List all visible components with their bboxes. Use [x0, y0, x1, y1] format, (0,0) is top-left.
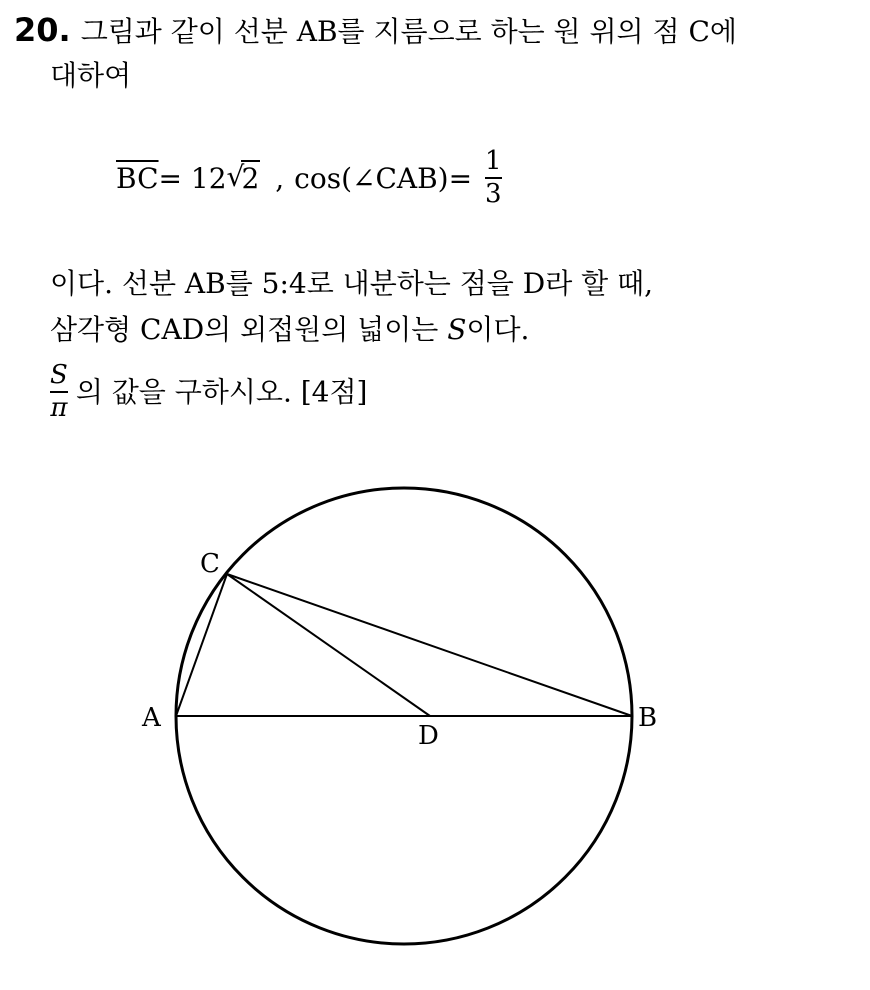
- problem-line-2-text: 대하여: [50, 59, 132, 92]
- sqrt-expression: √ 2: [226, 159, 260, 195]
- segment-bc: $\overline{BC}$: [116, 161, 159, 195]
- cos-expression: cos(∠CAB)=: [294, 161, 473, 195]
- fraction-numerator: 1: [484, 146, 502, 176]
- problem-line-3-text: 이다. 선분 AB를 5:4로 내분하는 점을 D라 할 때,: [50, 267, 654, 300]
- label-c: C: [200, 549, 220, 579]
- eq-bc-value: = 12: [158, 161, 227, 195]
- segment-cb: [227, 574, 632, 716]
- variable-s: S: [447, 313, 467, 346]
- problem-number: 20.: [14, 11, 71, 49]
- sqrt-argument: 2: [241, 161, 260, 195]
- segment-ca: [176, 574, 227, 716]
- fraction-denominator: 3: [484, 179, 502, 210]
- label-a: A: [142, 703, 161, 733]
- problem-line-1: 그림과 같이 선분 AB를 지름으로 하는 원 위의 점 C에: [80, 15, 737, 48]
- label-d: D: [418, 721, 439, 751]
- label-b: B: [638, 703, 658, 733]
- problem-line-5-text: 의 값을 구하시오. [4점]: [75, 375, 368, 409]
- problem-line-4-pre: 삼각형 CAD의 외접원의 넓이는: [50, 313, 448, 346]
- s-over-pi-denominator: π: [50, 393, 68, 424]
- problem-line-4-post: 이다.: [466, 313, 530, 346]
- s-over-pi-numerator: S: [50, 360, 68, 390]
- segment-cd: [227, 574, 430, 716]
- eq-separator: ,: [275, 161, 285, 195]
